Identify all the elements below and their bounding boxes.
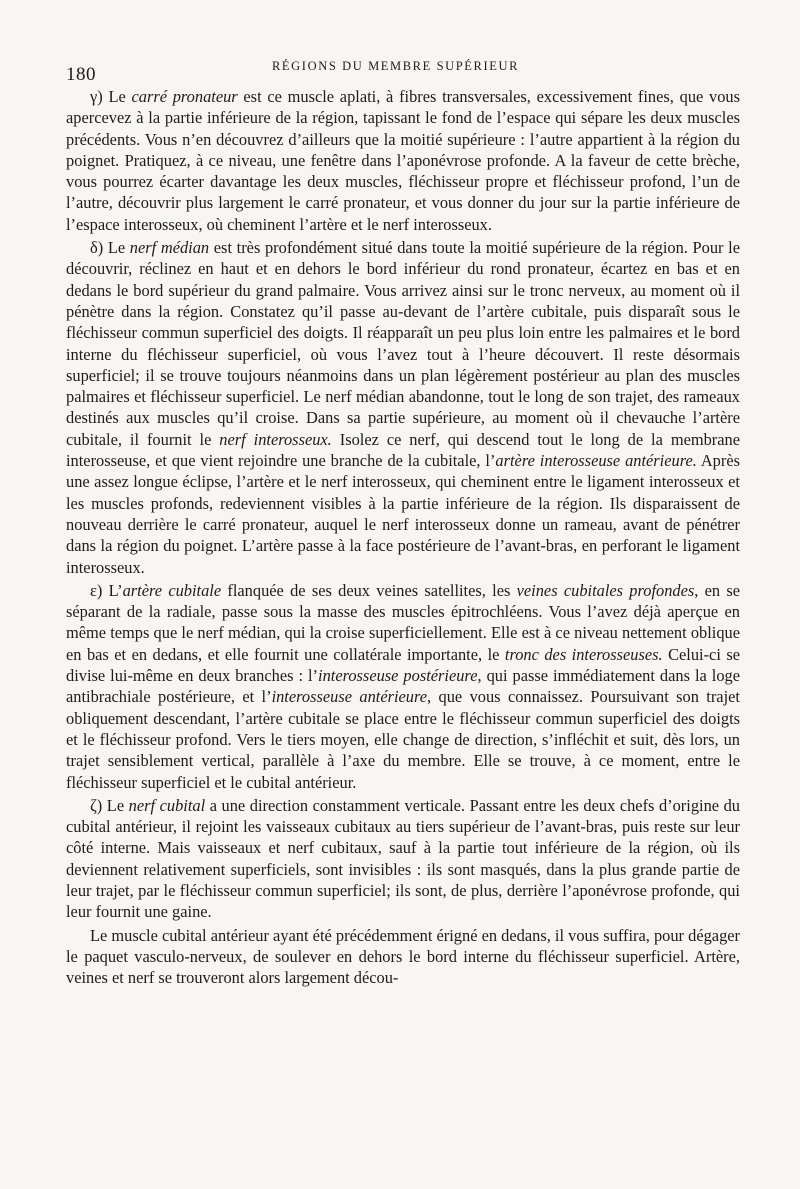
text-run: Le muscle cubital antérieur ayant été précédemment érigné en dedans, il vous suffira, pour dégager le paquet vasculo-nerveux, de soulever en dehors le bord interne du fléchisseur superficiel. Artère, veines et nerf se trouveront alors largement décou-	[66, 925, 740, 988]
text-run: Le	[103, 238, 130, 258]
text-run: Le	[102, 795, 129, 815]
paragraph	[66, 580, 740, 793]
italic-term: interosseuse antérieure	[271, 687, 428, 707]
paragraph	[66, 925, 740, 989]
text-run: est ce muscle aplati, à fibres transversales, excessivement fines, que vous apercevez à la partie inférieure de la région, tapissant le fond de l’espace qui sépare les deux muscles précédents. Vous n’en découvrez d’ailleurs que la moitié supérieure : l’autre appartient à la région du poignet. Pratiquez, à ce niveau, une fenêtre dans l’aponévrose profonde. A la faveur de cette brèche, vous pourrez écarter davantage les deux muscles, fléchisseur propre et fléchisseur profond, l’un de l’autre, découvrir plus largement le carré pronateur, et vous donner du jour sur la partie inférieure de l’espace interosseux, où cheminent l’artère et le nerf interosseux.	[66, 87, 740, 234]
italic-term: nerf médian	[129, 238, 210, 258]
page-number: 180	[66, 64, 96, 85]
paragraph	[66, 795, 740, 923]
paragraph	[66, 237, 740, 578]
text-run: , en se séparant de la radiale, passe sous la masse des muscles épitrochléens. Vous l’avez déjà aperçue en même temps que le nerf médian, qui la croise superficiellement. Elle est à ce niveau nettement oblique en bas et en dedans, et elle fournit une collatérale importante, le	[66, 580, 741, 664]
italic-term: carré pronateur	[131, 87, 238, 106]
running-head: RÉGIONS DU MEMBRE SUPÉRIEUR	[272, 59, 520, 73]
italic-term: interosseuse postérieure	[318, 666, 478, 686]
italic-term: nerf cubital	[128, 795, 206, 815]
text-run: flanquée de ses deux veines satellites, les	[221, 580, 517, 600]
paragraph-label: ζ)	[90, 795, 103, 815]
text-run: , que vous connaissez. Poursuivant son trajet obliquement descendant, l’artère cubitale se place entre le fléchisseur commun superficiel des doigts et le fléchisseur profond. Vers le tiers moyen, elle change de direction, s’infléchit et suit, dès lors, un trajet sensiblement vertical, parallèle à l’axe du membre. Elle se trouve, à ce moment, entre le fléchisseur superficiel et le cubital antérieur.	[66, 687, 740, 792]
italic-term: artère cubitale	[122, 580, 222, 600]
text-run: Celui-ci se divise lui-même en deux branches : l’	[66, 644, 740, 686]
body-text	[66, 86, 740, 988]
text-run: a une direction constamment verticale. Passant entre les deux chefs d’origine du cubital antérieur, il rejoint les vaisseaux cubitaux au tiers supérieur de l’avant-bras, puis reste sur leur côté interne. Mais vaisseaux et nerf cubitaux, sauf à la partie tout inférieure de la région, où ils deviennent relativement superficiels, sont invisibles : ils sont masqués, dans la plus grande partie de leur trajet, par le fléchisseur commun superficiel; ils sont, de plus, derrière l’aponévrose profonde, qui leur fournit une gaine.	[66, 795, 740, 922]
paragraph-label: γ)	[90, 87, 103, 106]
italic-term: artère interosseuse antérieure.	[495, 451, 697, 471]
italic-term: nerf interosseux.	[219, 429, 332, 449]
paragraph-label: ε)	[90, 580, 103, 600]
text-run: Isolez ce nerf, qui descend tout le long de la membrane interosseuse, et que vient rejoindre une branche de la cubitale, l’	[66, 429, 740, 471]
paragraph	[66, 86, 740, 235]
paragraph-label: δ)	[90, 238, 104, 258]
text-run: Après une assez longue éclipse, l’artère et le nerf interosseux, qui cheminent entre le ligament interosseux et les muscles profonds, redeviennent visibles à la partie inférieure de la région. Ils disparaissent de nouveau derrière le carré pronateur, auquel le nerf interosseux donne un rameau, avant de pénétrer dans la région du poignet. L’artère passe à la face postérieure de l’avant-bras, en perforant le ligament interosseux.	[66, 451, 740, 577]
text-run: L’	[102, 580, 123, 600]
text-run: est très profondément situé dans toute la moitié supérieure de la région. Pour le découvrir, réclinez en haut et en dehors le bord inférieur du rond pronateur, écartez en bas et en dedans le bord supérieur du grand palmaire. Vous arrivez ainsi sur le tronc nerveux, au moment où il pénètre dans la région. Constatez qu’il passe au-devant de l’artère cubitale, puis disparaît sous le fléchisseur commun superficiel des doigts. Il réapparaît un peu plus loin entre les palmaires et le bord interne du fléchisseur superficiel, où vous l’avez tout à l’heure découvert. Il reste désormais superficiel; il se trouve toujours néanmoins dans un plan légèrement postérieur au plan des muscles palmaires et fléchisseur superficiel. Le nerf médian abandonne, tout le long de son trajet, des rameaux destinés aux muscles qu’il croise. Dans sa partie supérieure, au moment où il chevauche l’artère cubitale, il fournit le	[66, 238, 740, 449]
italic-term: tronc des interosseuses.	[504, 644, 663, 664]
text-run: Le	[102, 87, 132, 106]
italic-term: veines cubitales profondes	[516, 580, 695, 600]
text-run: , qui passe immédiatement dans la loge antibrachiale postérieure, et l’	[66, 666, 740, 707]
